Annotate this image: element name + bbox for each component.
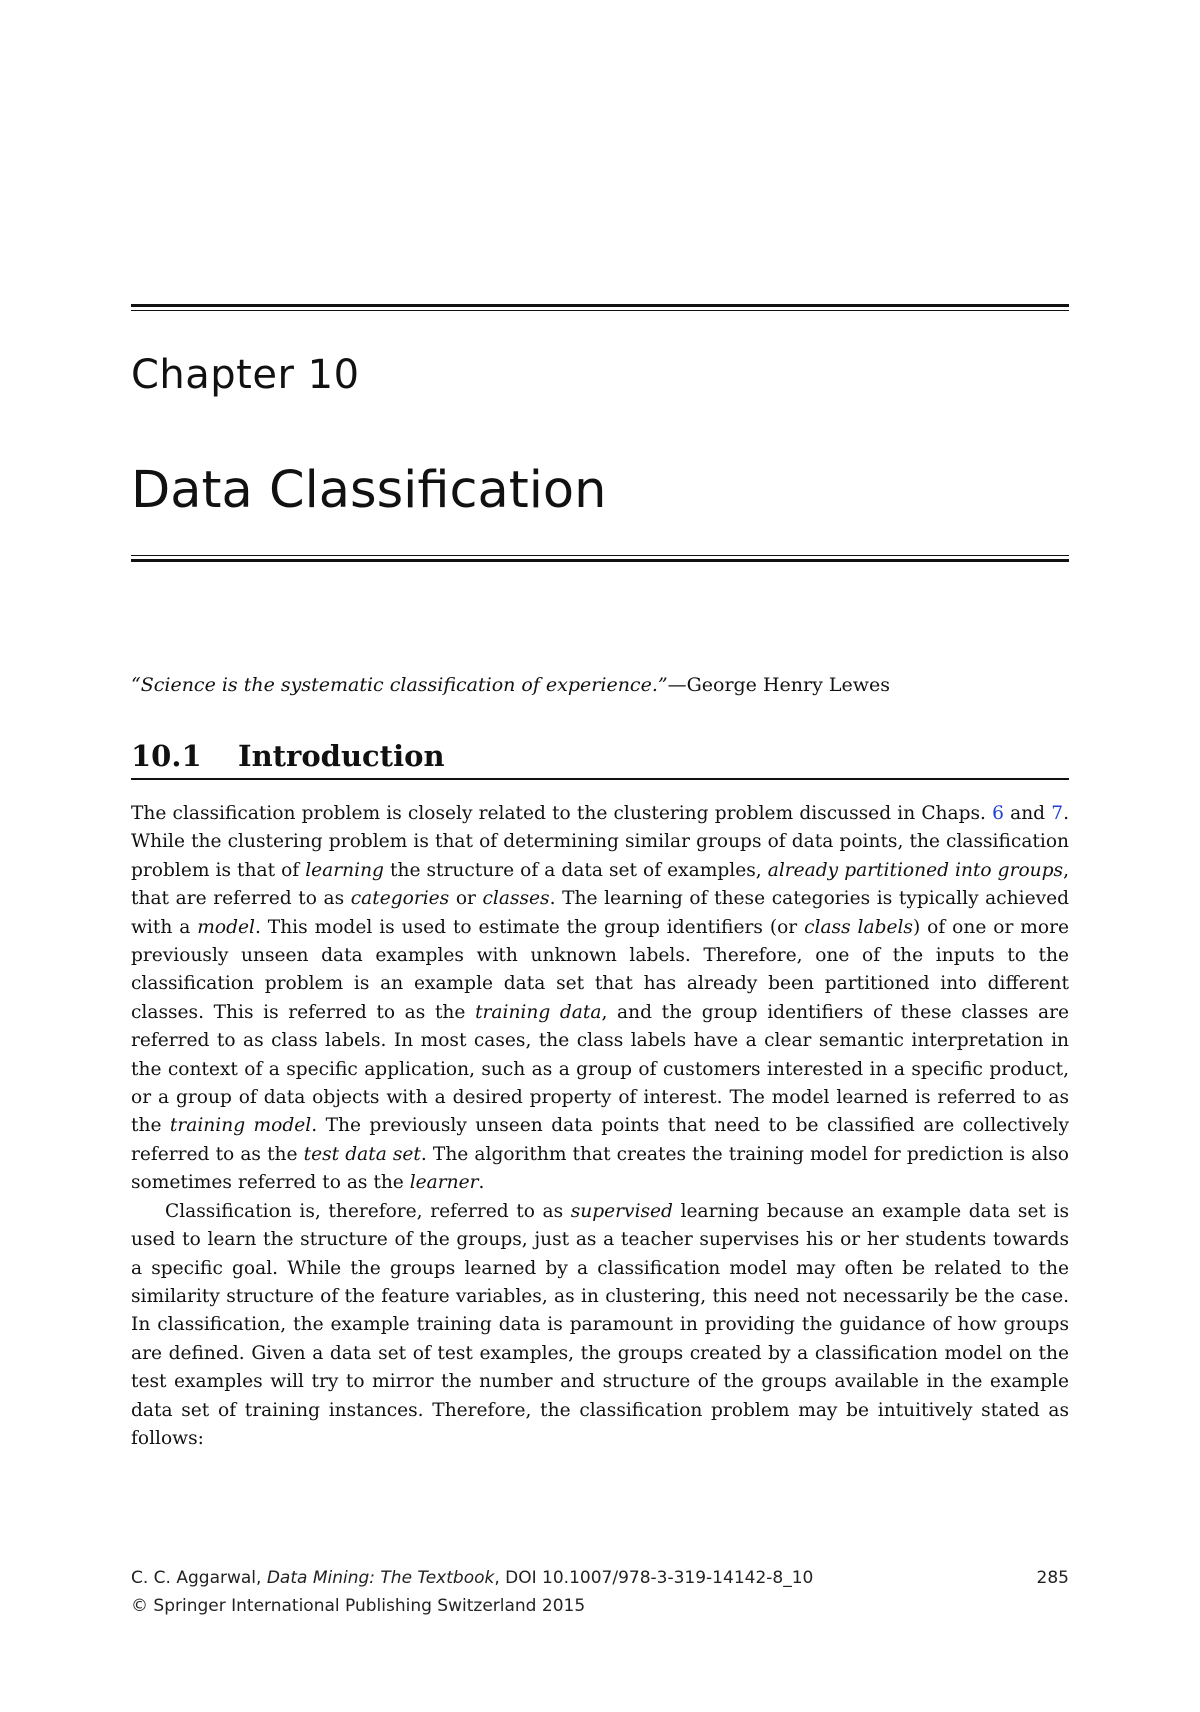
text-run: . This model is used to estimate the group identifiers (or: [254, 916, 805, 938]
text-run: . While the clustering problem is that of determining similar groups of data points, the classification problem is that of: [131, 803, 1069, 881]
emphasis-already-partitioned: already partitioned into groups: [767, 859, 1064, 881]
text-run: learning because an example data set is used to learn the structure of the groups, just as a teacher supervises his or her students towards a specific goal. While the groups learned by a classification model may often be related to the similarity structure of the feature variables, as in clustering, this need not necessarily be the case. In classification, the example training data is paramount in providing the guidance of how groups are defined. Given a data set of test examples, the groups created by a classification model on the test examples will try to mirror the number and structure of the groups available in the example data set of training instances. Therefore, the classification problem may be intuitively stated as follows:: [131, 1200, 1069, 1449]
footer-citation: [131, 1564, 813, 1592]
emphasis-test-data-set: test data set: [303, 1143, 421, 1165]
emphasis-learning: learning: [305, 859, 384, 881]
emphasis-classes: classes: [482, 888, 550, 910]
section-title: Introduction: [238, 739, 445, 773]
page-footer: [131, 1564, 1069, 1620]
emphasis-learner: learner: [409, 1172, 479, 1194]
footer-author: C. C. Aggarwal,: [131, 1568, 267, 1588]
text-run: or: [449, 888, 483, 910]
text-run: .: [478, 1172, 485, 1194]
top-rule-upper: [131, 304, 1069, 307]
top-rule-lower: [131, 310, 1069, 311]
text-run: ) of one or more previously unseen data examples with unknown labels. Therefore, one of the inputs to the classification problem is an example data set that has already been partitioned into different classes. This is referred to as the: [131, 916, 1069, 1023]
chapter-6-link[interactable]: 6: [992, 803, 1004, 824]
text-run: . The previously unseen data points that need to be classified are collectively referred to as the: [131, 1115, 1069, 1165]
text-run: , that are referred to as: [131, 859, 1070, 910]
section-heading: [131, 739, 1069, 773]
page-number: 285: [1036, 1568, 1069, 1588]
emphasis-model: model: [197, 916, 255, 938]
epigraph-quote: “Science is the systematic classification of experience.”: [131, 674, 668, 696]
text-run: Classification is, therefore, referred to as: [165, 1200, 571, 1222]
emphasis-supervised: supervised: [570, 1200, 673, 1222]
text-run: , and the group identifiers of these classes are referred to as class labels. In most cases, the class labels have a clear semantic interpretation in the context of a specific application, such as a group of customers interested in a specific product, or a group of data objects with a desired property of interest. The model learned is referred to as the: [131, 1001, 1069, 1137]
text-run: the structure of a data set of examples,: [383, 859, 768, 881]
body-text: [131, 800, 1069, 1453]
text-run: . The algorithm that creates the training model for prediction is also sometimes referred to as the: [131, 1143, 1070, 1194]
bottom-rule-lower: [131, 559, 1069, 562]
footer-citation-line: [131, 1564, 1069, 1592]
section-rule: [131, 778, 1069, 780]
footer-copyright: © Springer International Publishing Switzerland 2015: [131, 1596, 586, 1616]
emphasis-class-labels: class labels: [804, 916, 913, 938]
footer-book-title: Data Mining: The Textbook: [266, 1568, 495, 1588]
chapter-title: Data Classification: [131, 461, 607, 520]
paragraph-1: [131, 800, 1069, 1198]
text-run: The classification problem is closely related to the clustering problem discussed in Chaps.: [131, 803, 993, 824]
emphasis-categories: categories: [350, 888, 450, 910]
emphasis-training-data: training data: [475, 1001, 602, 1023]
text-run: . The learning of these categories is typically achieved with a: [131, 888, 1070, 938]
epigraph: [131, 671, 1071, 699]
section-number: 10.1: [131, 739, 202, 773]
text-run: and: [1003, 803, 1052, 824]
emphasis-training-model: training model: [169, 1115, 312, 1137]
paragraph-2: [131, 1198, 1069, 1454]
footer-doi: , DOI 10.1007/978-3-319-14142-8_10: [494, 1568, 814, 1588]
bottom-rule-upper: [131, 555, 1069, 556]
chapter-number: Chapter 10: [131, 352, 360, 398]
chapter-7-link[interactable]: 7: [1051, 803, 1064, 824]
epigraph-attribution: —George Henry Lewes: [667, 674, 890, 696]
